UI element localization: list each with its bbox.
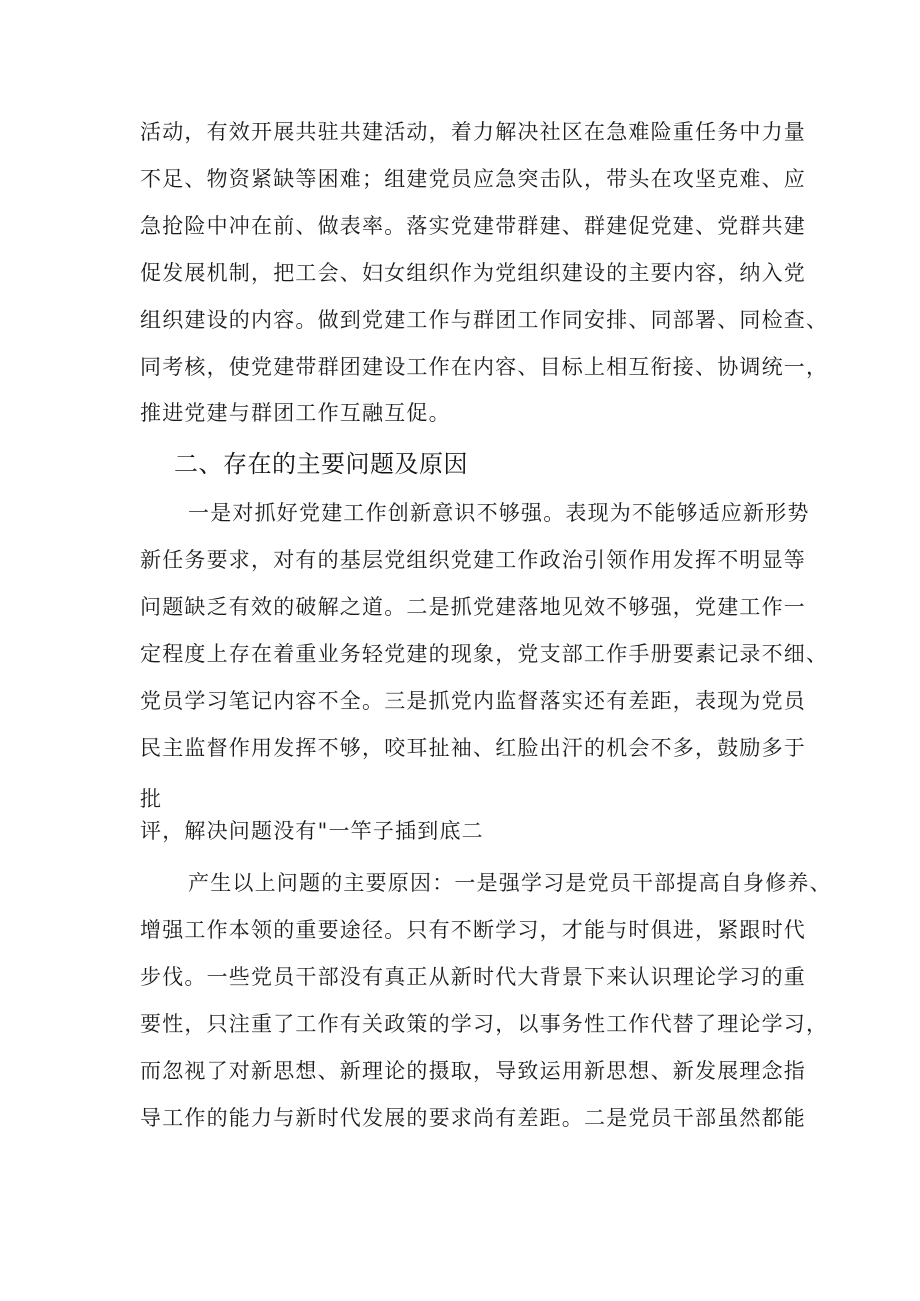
paragraph-3-line: 而忽视了对新思想、新理论的摄取，导致运用新思想、新发展理念指 [140, 1059, 806, 1083]
paragraph-2-line: 民主监督作用发挥不够，咬耳扯袖、红脸出汗的机会不多，鼓励多于 [140, 736, 806, 760]
paragraph-2-line: 一是对抓好党建工作创新意识不够强。表现为不能够适应新形势 [188, 501, 810, 525]
paragraph-1-line: 急抢险中冲在前、做表率。落实党建带群建、群建促党建、党群共建 [140, 214, 806, 238]
section-heading: 二、存在的主要问题及原因 [174, 450, 468, 478]
paragraph-1-line: 活动，有效开展共驻共建活动，着力解决社区在急难险重任务中力量 [140, 120, 806, 144]
paragraph-1-line: 推进党建与群团工作互融互促。 [140, 401, 451, 425]
paragraph-3-line: 步伐。一些党员干部没有真正从新时代大背景下来认识理论学习的重 [140, 965, 806, 989]
paragraph-2-line: 批 [140, 787, 163, 811]
paragraph-1-line: 同考核，使党建带群团建设工作在内容、目标上相互衔接、协调统一， [140, 355, 829, 379]
paragraph-3-line: 增强工作本领的重要途径。只有不断学习，才能与时俱进，紧跟时代 [140, 918, 806, 942]
paragraph-2-line: 问题缺乏有效的破解之道。二是抓党建落地见效不够强，党建工作一 [140, 595, 806, 619]
paragraph-3-line: 产生以上问题的主要原因：一是强学习是党员干部提高自身修养、 [188, 871, 832, 895]
paragraph-3-line: 要性，只注重了工作有关政策的学习，以事务性工作代替了理论学习， [140, 1012, 829, 1036]
paragraph-2-line: 新任务要求，对有的基层党组织党建工作政治引领作用发挥不明显等 [140, 548, 806, 572]
paragraph-1-line: 组织建设的内容。做到党建工作与群团工作同安排、同部署、同检查、 [140, 308, 829, 332]
paragraph-1-line: 不足、物资紧缺等困难；组建党员应急突击队，带头在攻坚克难、应 [140, 167, 806, 191]
paragraph-2-line: 评，解决问题没有"一竿子插到底二 [140, 819, 484, 843]
paragraph-2-line: 党员学习笔记内容不全。三是抓党内监督落实还有差距，表现为党员 [140, 689, 806, 713]
paragraph-2-line: 定程度上存在着重业务轻党建的现象，党支部工作手册要素记录不细、 [140, 642, 829, 666]
paragraph-1-line: 促发展机制，把工会、妇女组织作为党组织建设的主要内容，纳入党 [140, 261, 806, 285]
paragraph-3-line: 导工作的能力与新时代发展的要求尚有差距。二是党员干部虽然都能 [140, 1106, 806, 1130]
